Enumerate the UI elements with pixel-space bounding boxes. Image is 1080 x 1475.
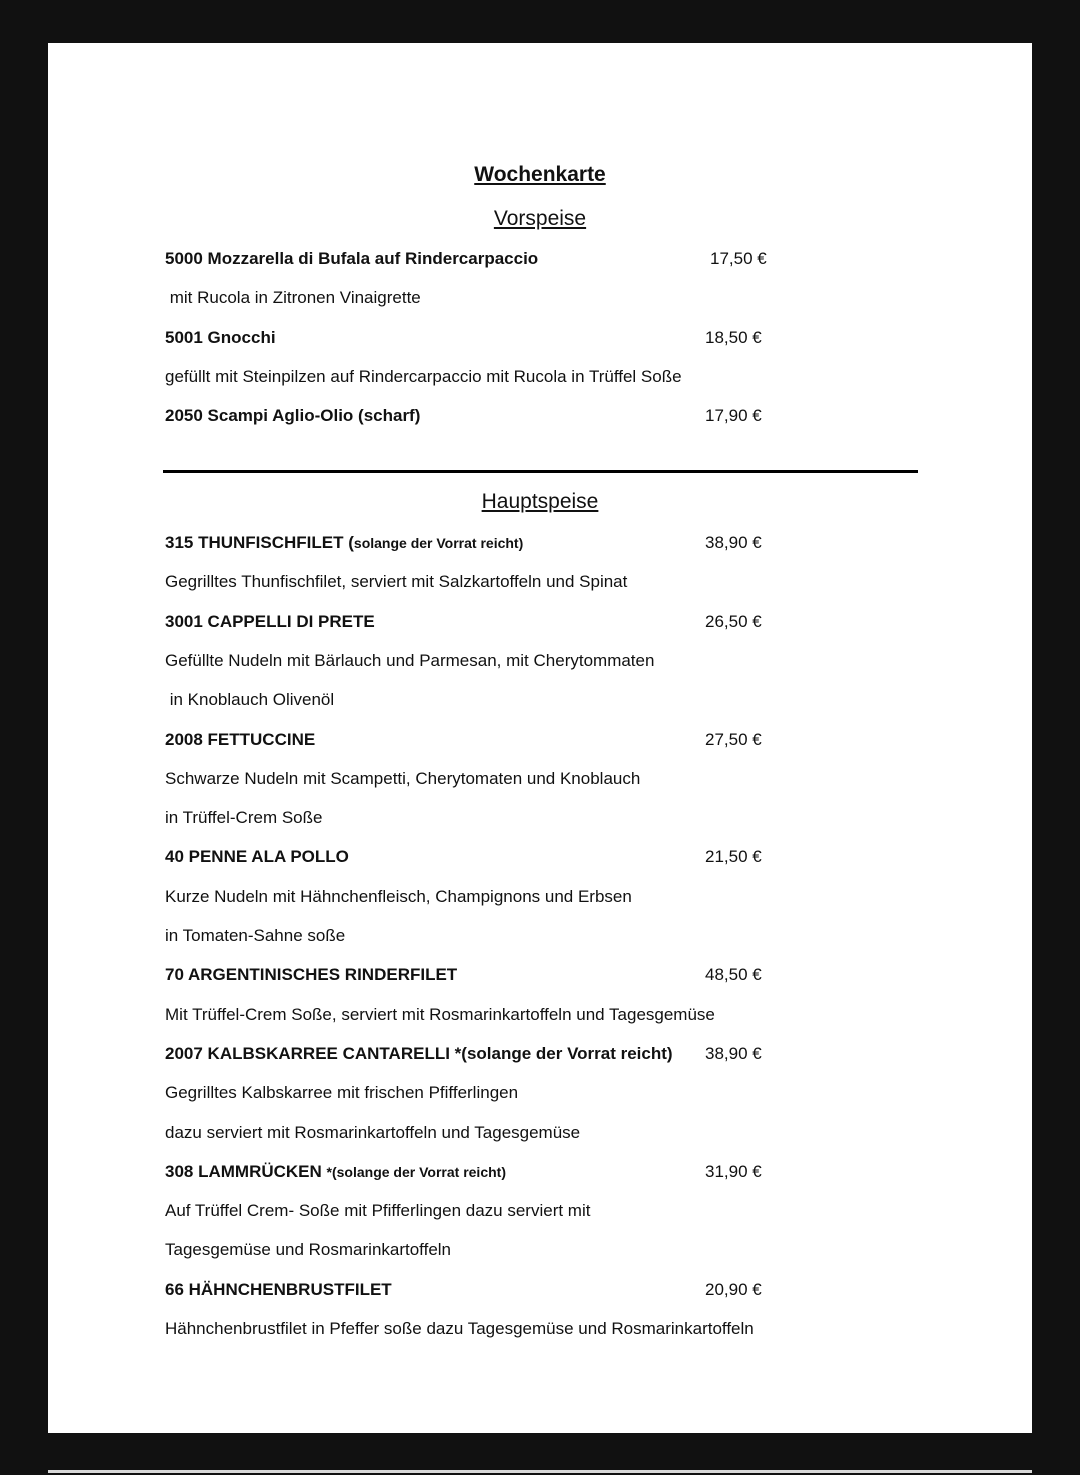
page-title: Wochenkarte <box>474 163 606 186</box>
menu-item <box>165 246 905 272</box>
menu-item <box>165 727 905 753</box>
menu-item-description-text: Hähnchenbrustfilet in Pfeffer soße dazu Tagesgemüse und Rosmarinkartoffeln <box>165 1319 754 1338</box>
menu-item-description <box>165 285 905 311</box>
menu-item-description <box>165 687 905 713</box>
section-heading-hauptspeise: Hauptspeise <box>481 490 599 513</box>
next-page-edge <box>48 1470 1032 1473</box>
menu-item-price: 31,90 € <box>705 1161 762 1181</box>
menu-item <box>165 962 905 988</box>
menu-item-name: 5000 Mozzarella di Bufala auf Rindercarpaccio <box>165 249 539 268</box>
menu-item-description-text: Tagesgemüse und Rosmarinkartoffeln <box>165 1240 452 1260</box>
menu-item-description-text: mit Rucola in Zitronen Vinaigrette <box>165 288 421 308</box>
menu-item <box>165 1159 905 1185</box>
menu-item-description-text: Kurze Nudeln mit Hähnchenfleisch, Champignons und Erbsen <box>165 886 632 906</box>
menu-item-name: 40 PENNE ALA POLLO <box>165 847 349 867</box>
menu-item-name: 70 ARGENTINISCHES RINDERFILET <box>165 965 458 985</box>
menu-page <box>48 43 1032 1433</box>
menu-item-description-text: Gefüllte Nudeln mit Bärlauch und Parmesan, mit Cherytommaten <box>165 650 655 670</box>
menu-item-name: 2050 Scampi Aglio-Olio (scharf) <box>165 406 421 426</box>
menu-item-description <box>165 364 905 390</box>
menu-item-name: 308 LAMMRÜCKEN <box>165 1161 327 1181</box>
menu-item-description <box>165 1316 905 1342</box>
menu-item-description <box>165 1198 905 1224</box>
menu-item-description <box>165 1080 905 1106</box>
menu-item-description-text: in Tomaten-Sahne soße <box>165 926 346 945</box>
menu-item <box>165 609 905 635</box>
menu-item-description <box>165 884 905 910</box>
menu-item-price: 17,50 € <box>710 249 767 268</box>
menu-item <box>165 530 905 556</box>
menu-item-description-text: Schwarze Nudeln mit Scampetti, Cherytomaten und Knoblauch <box>165 768 641 788</box>
menu-item-name: 315 THUNFISCHFILET ( <box>165 533 354 552</box>
menu-item <box>165 1277 905 1303</box>
menu-item-description-text: dazu serviert mit Rosmarinkartoffeln und Tagesgemüse <box>165 1122 581 1142</box>
menu-item <box>165 325 905 351</box>
menu-item-price: 20,90 € <box>705 1279 762 1299</box>
menu-item-description <box>165 805 905 831</box>
menu-item-description-text: gefüllt mit Steinpilzen auf Rindercarpaccio mit Rucola in Trüffel Soße <box>165 366 682 386</box>
menu-item-name: 66 HÄHNCHENBRUSTFILET <box>165 1279 392 1299</box>
menu-item-price: 21,50 € <box>705 847 762 867</box>
menu-item-price: 18,50 € <box>705 327 762 347</box>
menu-item-price: 48,50 € <box>705 965 762 985</box>
menu-item-note: *(solange der Vorrat reicht) <box>326 1163 506 1180</box>
menu-item-name: 3001 CAPPELLI DI PRETE <box>165 611 375 631</box>
menu-item <box>165 844 905 870</box>
menu-item-description-text: Gegrilltes Thunfischfilet, serviert mit Salzkartoffeln und Spinat <box>165 572 628 592</box>
menu-item-name: 5001 Gnocchi <box>165 327 276 347</box>
menu-item-description <box>165 1120 905 1146</box>
menu-item-description <box>165 766 905 792</box>
menu-item-description-text: in Knoblauch Olivenöl <box>165 690 335 710</box>
menu-item-description-text: in Trüffel-Crem Soße <box>165 808 323 828</box>
menu-item <box>165 403 905 429</box>
menu-item-description-text: Mit Trüffel-Crem Soße, serviert mit Rosmarinkartoffeln und Tagesgemüse <box>165 1004 715 1024</box>
menu-item-description <box>165 923 905 949</box>
menu-item-description <box>165 1237 905 1263</box>
menu-item-price: 38,90 € <box>705 533 762 552</box>
menu-item-price: 38,90 € <box>705 1043 762 1063</box>
menu-item-price: 26,50 € <box>705 611 762 631</box>
menu-item-price: 17,90 € <box>705 406 762 426</box>
menu-item-name: 2007 KALBSKARREE CANTARELLI *(solange der Vorrat reicht) <box>165 1043 673 1063</box>
menu-item-description <box>165 1002 905 1028</box>
section-divider <box>163 470 918 473</box>
menu-item-description <box>165 569 905 595</box>
menu-item <box>165 1041 905 1067</box>
menu-item-description-text: Gegrilltes Kalbskarree mit frischen Pfifferlingen <box>165 1083 519 1103</box>
menu-item-note: solange der Vorrat reicht) <box>353 535 524 551</box>
menu-item-name: 2008 FETTUCCINE <box>165 729 316 749</box>
section-heading-vorspeise: Vorspeise <box>493 207 587 230</box>
menu-item-description-text: Auf Trüffel Crem- Soße mit Pfifferlingen dazu serviert mit <box>165 1201 591 1221</box>
menu-item-description <box>165 648 905 674</box>
menu-item-price: 27,50 € <box>705 729 762 749</box>
